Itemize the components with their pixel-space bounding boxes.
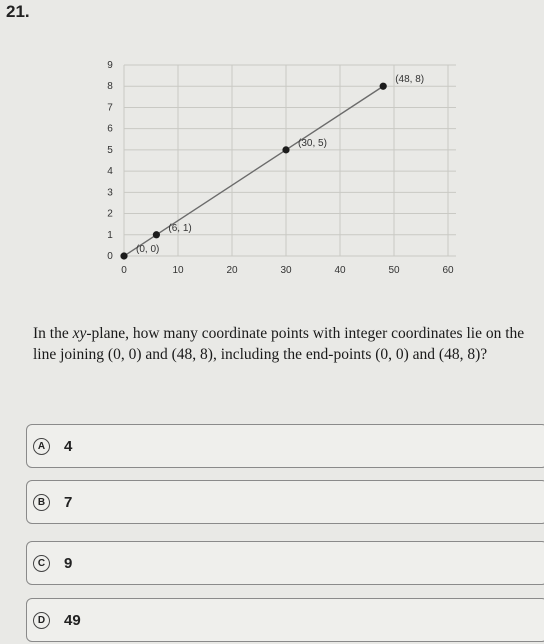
choice-a-letter: A	[33, 438, 50, 455]
y-tick-label-4: 4	[107, 166, 113, 178]
y-tick-label-2: 2	[107, 208, 113, 220]
x-tick-label-40: 40	[334, 265, 346, 276]
x-tick-label-20: 20	[226, 265, 238, 276]
choice-d-value: 49	[64, 611, 81, 629]
y-tick-label-3: 3	[107, 187, 113, 199]
data-point-1	[153, 231, 160, 238]
y-tick-label-6: 6	[107, 123, 113, 135]
data-label-2: (30, 5)	[298, 137, 327, 149]
chart-points	[120, 74, 424, 259]
y-tick-label-9: 9	[107, 60, 113, 71]
y-tick-label-5: 5	[107, 144, 113, 156]
line-chart	[0, 0, 544, 300]
choice-d-letter: D	[33, 612, 50, 629]
x-tick-label-50: 50	[388, 265, 400, 276]
x-tick-label-10: 10	[172, 265, 184, 276]
y-tick-label-0: 0	[107, 251, 113, 262]
data-point-2	[282, 146, 289, 153]
question-text: In the xy-plane, how many coordinate points with integer coordinates lie on the line joining (0, 0) and (48, 8), including the end-points (0, 0) and (48, 8)?	[33, 325, 525, 363]
x-tick-label-60: 60	[442, 265, 454, 276]
data-label-3: (48, 8)	[395, 74, 425, 86]
choice-c-letter: C	[33, 555, 50, 572]
x-tick-label-0: 0	[121, 265, 127, 276]
x-tick-label-30: 30	[280, 265, 292, 276]
choice-a-value: 4	[64, 437, 73, 455]
data-label-1: (6, 1)	[168, 222, 192, 234]
question-number: 21.	[6, 2, 30, 21]
y-tick-label-1: 1	[107, 229, 113, 241]
choice-d[interactable]	[26, 598, 544, 642]
choice-b[interactable]	[26, 480, 544, 524]
choice-b-value: 7	[64, 493, 73, 511]
data-label-0: (0, 0)	[136, 244, 160, 255]
data-point-3	[380, 83, 387, 90]
choice-c[interactable]	[26, 541, 544, 585]
data-point-0	[120, 252, 127, 259]
y-tick-label-8: 8	[107, 81, 113, 93]
choice-b-letter: B	[33, 494, 50, 511]
choice-c-value: 9	[64, 554, 73, 572]
choice-a[interactable]	[26, 424, 544, 468]
y-tick-label-7: 7	[107, 102, 113, 114]
